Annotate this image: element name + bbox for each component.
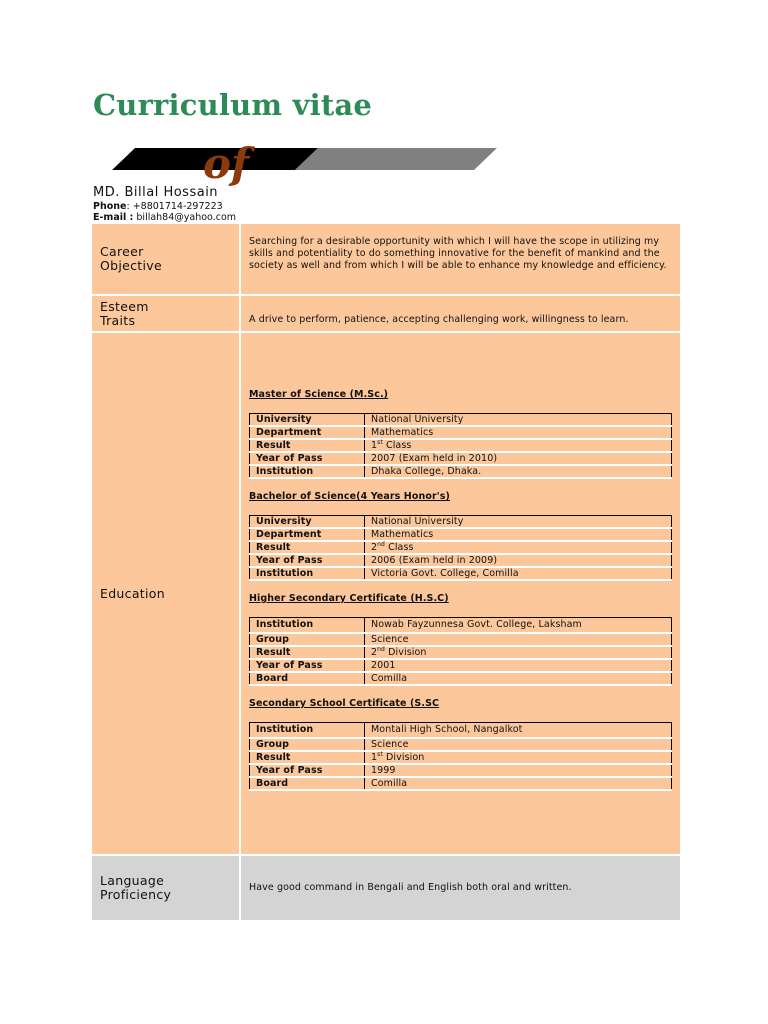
table-row: Result 1st Division xyxy=(250,751,672,764)
ssc-heading: Secondary School Certificate (S.SC xyxy=(249,698,440,709)
ssc-table xyxy=(249,722,672,791)
msc-heading: Master of Science (M.Sc.) xyxy=(249,389,389,400)
table-row: Board Comilla xyxy=(250,672,672,685)
language-proficiency-row xyxy=(92,856,680,920)
bsc-table xyxy=(249,515,672,581)
table-row: Result 2nd Division xyxy=(250,646,672,659)
table-row: Department Mathematics xyxy=(250,426,672,439)
education-label: Education xyxy=(92,333,241,856)
education-row xyxy=(92,333,680,856)
career-objective-label: Career Objective xyxy=(92,224,241,296)
language-proficiency-label: Language Proficiency xyxy=(92,856,241,920)
career-objective-row xyxy=(92,224,680,296)
cv-table xyxy=(92,224,680,920)
hsc-heading: Higher Secondary Certificate (H.S.C) xyxy=(249,593,449,604)
table-row: Year of Pass 2007 (Exam held in 2010) xyxy=(250,452,672,465)
career-objective-text: Searching for a desirable opportunity with which I will have the scope in utilizing my skills and potentiality to do something innovative for the benefit of mankind and the society as well and from which I will be able to enhance my knowledge and efficiency. xyxy=(241,224,680,296)
esteem-traits-text: A drive to perform, patience, accepting challenging work, willingness to learn. xyxy=(241,296,680,333)
email-value[interactable]: billah84@yahoo.com xyxy=(133,212,237,223)
cv-title: Curriculum vitae xyxy=(93,88,373,122)
table-row: Institution Dhaka College, Dhaka. xyxy=(250,465,672,478)
phone-value: : +8801714-297223 xyxy=(126,201,223,212)
table-row: Group Science xyxy=(250,738,672,751)
msc-table xyxy=(249,413,672,479)
table-row: Institution Victoria Govt. College, Comilla xyxy=(250,567,672,580)
of-text: of xyxy=(203,140,250,188)
banner-grey-stripe xyxy=(295,148,497,170)
table-row: Result 2nd Class xyxy=(250,541,672,554)
bsc-heading: Bachelor of Science(4 Years Honor's) xyxy=(249,491,450,502)
table-row: University National University xyxy=(250,414,672,427)
table-row: Department Mathematics xyxy=(250,528,672,541)
phone-label: Phone xyxy=(93,201,127,212)
table-row: Institution Nowab Fayzunnesa Govt. College, Laksham xyxy=(250,618,672,634)
table-row: Year of Pass 2006 (Exam held in 2009) xyxy=(250,554,672,567)
table-row: Year of Pass 1999 xyxy=(250,764,672,777)
candidate-name: MD. Billal Hossain xyxy=(93,185,219,200)
email-line xyxy=(93,212,236,223)
phone-line xyxy=(93,201,223,212)
table-row: Group Science xyxy=(250,633,672,646)
education-content xyxy=(241,333,680,856)
language-proficiency-text: Have good command in Bengali and English both oral and written. xyxy=(241,856,680,920)
title-banner xyxy=(110,140,500,190)
esteem-traits-row xyxy=(92,296,680,333)
hsc-table xyxy=(249,617,672,686)
table-row: University National University xyxy=(250,516,672,529)
esteem-traits-label: Esteem Traits xyxy=(92,296,241,333)
table-row: Year of Pass 2001 xyxy=(250,659,672,672)
table-row: Board Comilla xyxy=(250,777,672,790)
email-label: E-mail : xyxy=(93,212,134,223)
table-row: Result 1st Class xyxy=(250,439,672,452)
table-row: Institution Montali High School, Nangalkot xyxy=(250,723,672,739)
